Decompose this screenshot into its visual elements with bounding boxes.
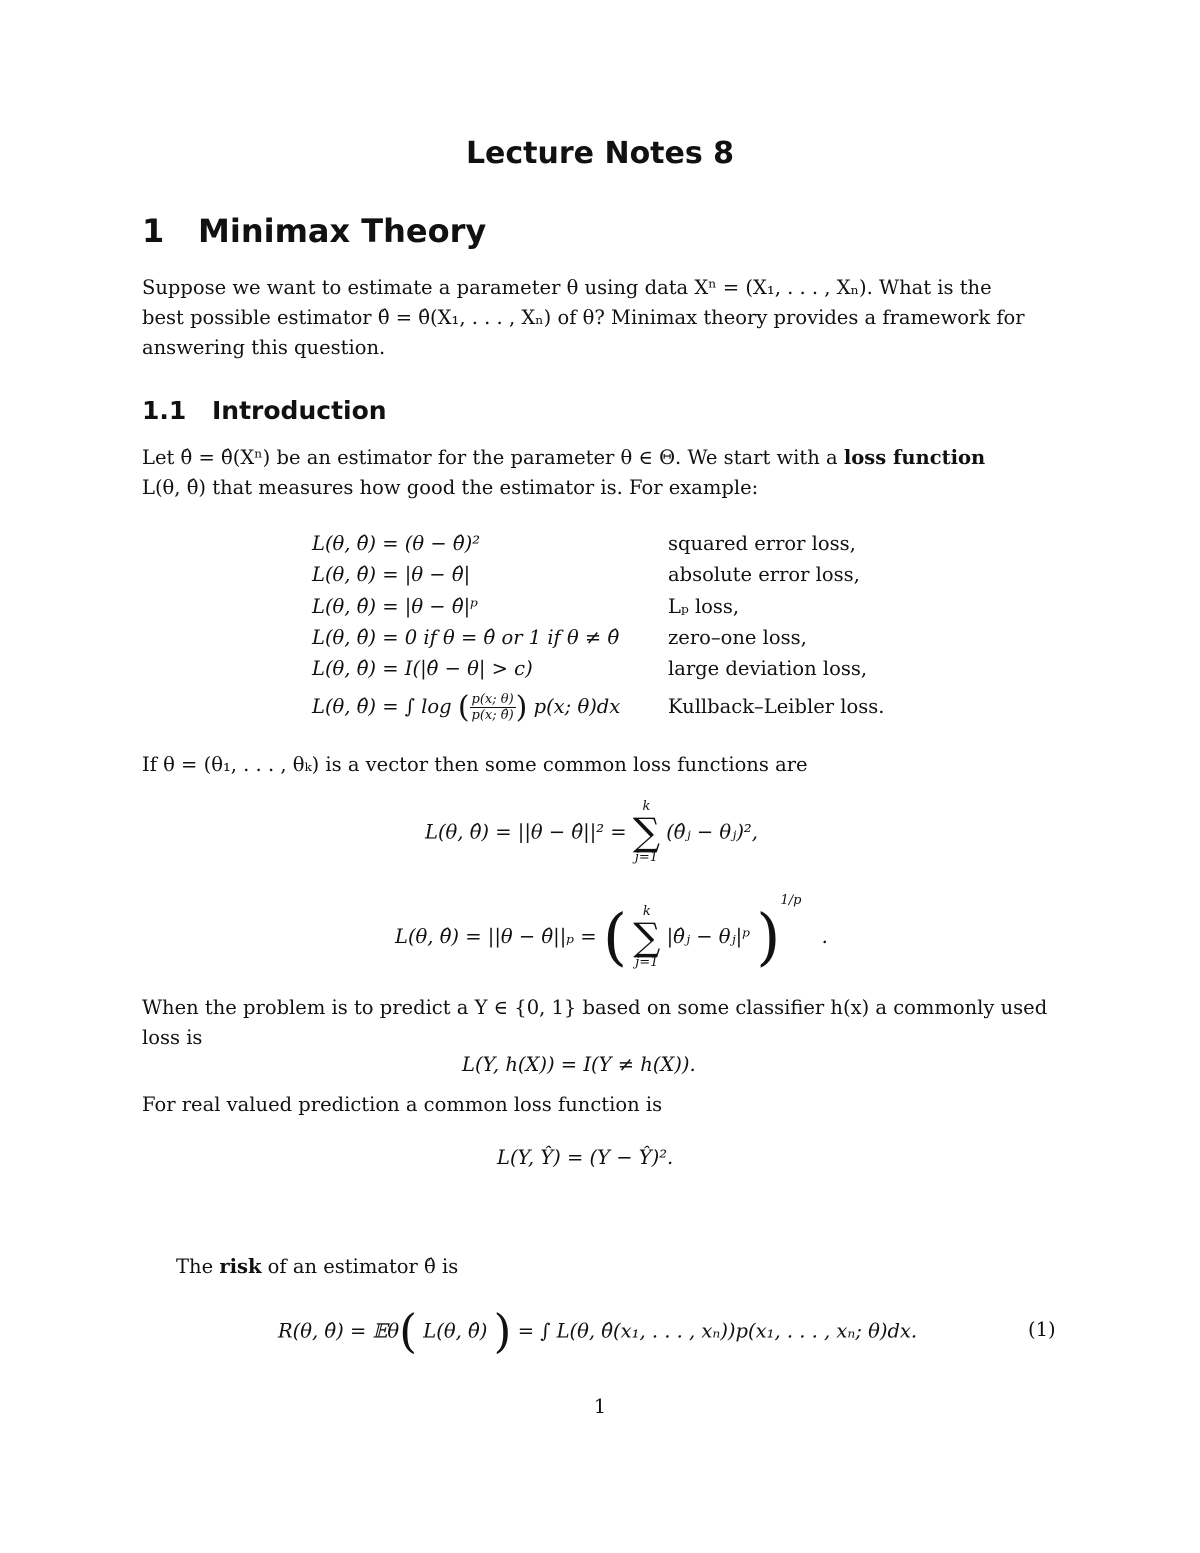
right-paren: ) bbox=[515, 690, 528, 725]
regression-eq: L(Y, Ŷ) = (Y − Ŷ)². bbox=[497, 1146, 674, 1169]
loss-name: Lₚ loss, bbox=[668, 595, 740, 618]
loss-function-term: loss function bbox=[843, 446, 986, 469]
section-heading bbox=[142, 212, 486, 250]
left-paren: ( bbox=[457, 690, 470, 725]
classifier-eq: L(Y, h(X)) = I(Y ≠ h(X)). bbox=[462, 1053, 696, 1076]
kl-numerator: p(x; θ) bbox=[471, 692, 514, 707]
sum-upper: k bbox=[642, 799, 651, 814]
loss-name: large deviation loss, bbox=[668, 657, 868, 680]
loss-intro-line-2: L(θ, θ̂) that measures how good the estimator is. For example: bbox=[142, 476, 759, 499]
sum-lower: j=1 bbox=[635, 954, 659, 970]
classifier-line-1: When the problem is to predict a Y ∈ {0, 1} based on some classifier h(x) a commonly used bbox=[142, 996, 1048, 1019]
eq2-left: L(θ, θ̂) = ||θ − θ̂||ₚ = bbox=[395, 925, 597, 948]
risk-term: risk bbox=[219, 1255, 262, 1278]
sigma-icon: ∑ bbox=[633, 914, 661, 959]
left-paren: ( bbox=[602, 900, 628, 973]
loss-formula: L(θ, θ̂) = I(|θ̂ − θ| > c) bbox=[312, 657, 533, 680]
loss-formula bbox=[312, 690, 620, 725]
sum-lower: j=1 bbox=[634, 850, 659, 865]
loss-name: Kullback–Leibler loss. bbox=[668, 695, 885, 718]
sum-upper: k bbox=[642, 903, 651, 919]
eq2-exponent: 1/p bbox=[780, 893, 802, 908]
kl-denominator: p(x; θ̂) bbox=[471, 708, 514, 723]
kl-formula-left: L(θ, θ̂) = ∫ log bbox=[312, 695, 452, 718]
eq2-period: . bbox=[821, 925, 828, 948]
risk-intro-text: The bbox=[176, 1255, 220, 1278]
intro-line-2: best possible estimator θ̂ = θ̂(X₁, . . . , Xₙ) of θ? Minimax theory provides a framework for bbox=[142, 306, 1025, 329]
loss-name: squared error loss, bbox=[668, 532, 856, 555]
intro-line-3: answering this question. bbox=[142, 336, 386, 359]
subsection-title: Introduction bbox=[212, 396, 387, 425]
loss-intro-paragraph bbox=[142, 443, 1060, 503]
classifier-paragraph bbox=[142, 993, 1060, 1053]
kl-fraction bbox=[470, 692, 516, 723]
subsection-number: 1.1 bbox=[142, 396, 187, 425]
loss-intro-text: Let θ̂ = θ̂(Xⁿ) be an estimator for the parameter θ ∈ Θ. We start with a bbox=[142, 446, 844, 469]
risk-intro bbox=[176, 1252, 1056, 1282]
section-number: 1 bbox=[142, 212, 165, 250]
sum-symbol bbox=[633, 800, 660, 864]
left-paren: ( bbox=[399, 1304, 418, 1358]
equation-number: (1) bbox=[1028, 1318, 1056, 1341]
vector-loss-eq-1 bbox=[425, 800, 758, 864]
classifier-line-2: loss is bbox=[142, 1026, 203, 1049]
loss-formula: L(θ, θ̂) = (θ − θ̂)² bbox=[312, 532, 481, 555]
section-title: Minimax Theory bbox=[198, 212, 487, 250]
risk-eq-inner: L(θ, θ̂) bbox=[423, 1319, 488, 1343]
loss-name: zero–one loss, bbox=[668, 626, 807, 649]
sum-symbol bbox=[633, 905, 660, 969]
vector-loss-eq-2 bbox=[395, 893, 828, 973]
vector-intro: If θ = (θ₁, . . . , θₖ) is a vector then some common loss functions are bbox=[142, 753, 808, 776]
risk-intro-text-2: of an estimator θ̂ is bbox=[261, 1255, 459, 1278]
right-paren: ) bbox=[756, 900, 781, 973]
loss-formula: L(θ, θ̂) = |θ − θ̂|ᵖ bbox=[312, 595, 478, 618]
loss-intro-line-1 bbox=[142, 443, 1060, 473]
eq1-left: L(θ, θ̂) = ||θ − θ̂||² = bbox=[425, 820, 627, 844]
page-number: 1 bbox=[593, 1395, 607, 1418]
risk-eq-left: R(θ, θ̂) = 𝔼θ bbox=[278, 1319, 400, 1343]
eq1-right: (θ̂ⱼ − θⱼ)², bbox=[666, 820, 758, 844]
eq2-inner: |θ̂ⱼ − θⱼ|ᵖ bbox=[666, 925, 751, 948]
loss-formula: L(θ, θ̂) = 0 if θ = θ̂ or 1 if θ ≠ θ̂ bbox=[312, 626, 620, 649]
risk-eq bbox=[278, 1304, 917, 1358]
intro-paragraph bbox=[142, 273, 1060, 363]
right-paren: ) bbox=[493, 1304, 512, 1358]
intro-line-1: Suppose we want to estimate a parameter θ using data Xⁿ = (X₁, . . . , Xₙ). What is the bbox=[142, 276, 992, 299]
loss-formula: L(θ, θ̂) = |θ − θ̂| bbox=[312, 563, 471, 586]
kl-formula-right: p(x; θ)dx bbox=[533, 695, 621, 718]
regression-line: For real valued prediction a common loss function is bbox=[142, 1093, 663, 1116]
loss-name: absolute error loss, bbox=[668, 563, 860, 586]
sigma-icon: ∑ bbox=[632, 810, 660, 854]
subsection-heading bbox=[142, 396, 387, 425]
page-title: Lecture Notes 8 bbox=[465, 136, 735, 171]
risk-eq-right: = ∫ L(θ, θ̂(x₁, . . . , xₙ))p(x₁, . . . , xₙ; θ)dx. bbox=[517, 1319, 918, 1343]
